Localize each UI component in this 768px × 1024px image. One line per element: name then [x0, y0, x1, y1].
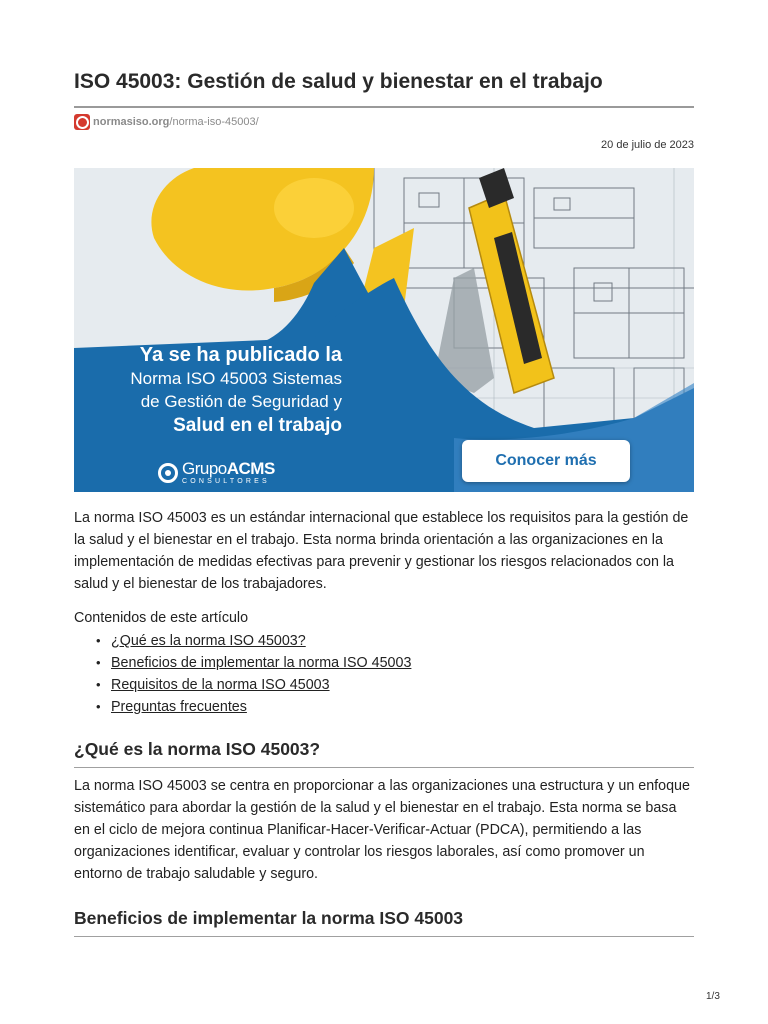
section-divider — [74, 767, 694, 768]
section-heading-que-es: ¿Qué es la norma ISO 45003? — [74, 739, 321, 759]
banner-line-3: de Gestión de Seguridad y — [140, 392, 342, 411]
toc-item — [96, 674, 411, 696]
acms-logo-icon — [158, 463, 178, 483]
logo-text-acms: ACMS — [226, 459, 275, 478]
banner-line-1: Ya se ha publicado la — [139, 344, 342, 366]
banner-line-4: Salud en el trabajo — [173, 415, 342, 436]
banner-line-2: Norma ISO 45003 Sistemas — [130, 369, 342, 388]
section-divider — [74, 936, 694, 937]
title-divider — [74, 106, 694, 108]
publish-date: 20 de julio de 2023 — [601, 139, 694, 151]
site-favicon-icon — [74, 114, 90, 130]
page-indicator: 1/3 — [706, 991, 720, 1002]
source-path[interactable]: /norma-iso-45003/ — [169, 116, 259, 128]
hero-banner[interactable] — [74, 168, 694, 492]
toc-link-que-es[interactable]: ¿Qué es la norma ISO 45003? — [111, 633, 306, 649]
toc-item — [96, 696, 411, 718]
acms-logo — [158, 460, 275, 485]
banner-headline — [74, 343, 342, 439]
source-domain[interactable]: normasiso.org — [93, 116, 170, 128]
source-url[interactable] — [74, 113, 259, 131]
toc-link-requisitos[interactable]: Requisitos de la norma ISO 45003 — [111, 677, 330, 693]
toc-title: Contenidos de este artículo — [74, 610, 249, 626]
toc-link-beneficios[interactable]: Beneficios de implementar la norma ISO 45003 — [111, 655, 412, 671]
toc-item — [96, 630, 411, 652]
conocer-mas-button[interactable]: Conocer más — [462, 440, 630, 482]
table-of-contents — [74, 630, 411, 718]
logo-text-consultores: CONSULTORES — [182, 478, 270, 485]
intro-paragraph: La norma ISO 45003 es un estándar internacional que establece los requisitos para la gestión de la salud y el bienestar en el trabajo. Esta norma brinda orientación a las organizaciones en la implementación de medidas efectivas para prevenir y gestionar los riesgos relacionados con la salud y el bienestar de los trabajadores. — [74, 510, 689, 592]
toc-link-preguntas[interactable]: Preguntas frecuentes — [111, 699, 247, 715]
section-que-es-body: La norma ISO 45003 se centra en proporcionar a las organizaciones una estructura y un enfoque sistemático para abordar la gestión de la salud y el bienestar en el trabajo. Esta norma se basa en el ciclo de mejora continua Planificar-Hacer-Verificar-Actuar (PDCA), permitiendo a las organizaciones identificar, evaluar y controlar los riesgos laborales, así como promover un entorno de trabajo saludable y seguro. — [74, 778, 690, 882]
logo-text-grupo: Grupo — [182, 459, 227, 478]
section-heading-beneficios: Beneficios de implementar la norma ISO 45003 — [74, 908, 464, 928]
toc-item — [96, 652, 411, 674]
page-title: ISO 45003: Gestión de salud y bienestar en el trabajo — [74, 70, 603, 93]
